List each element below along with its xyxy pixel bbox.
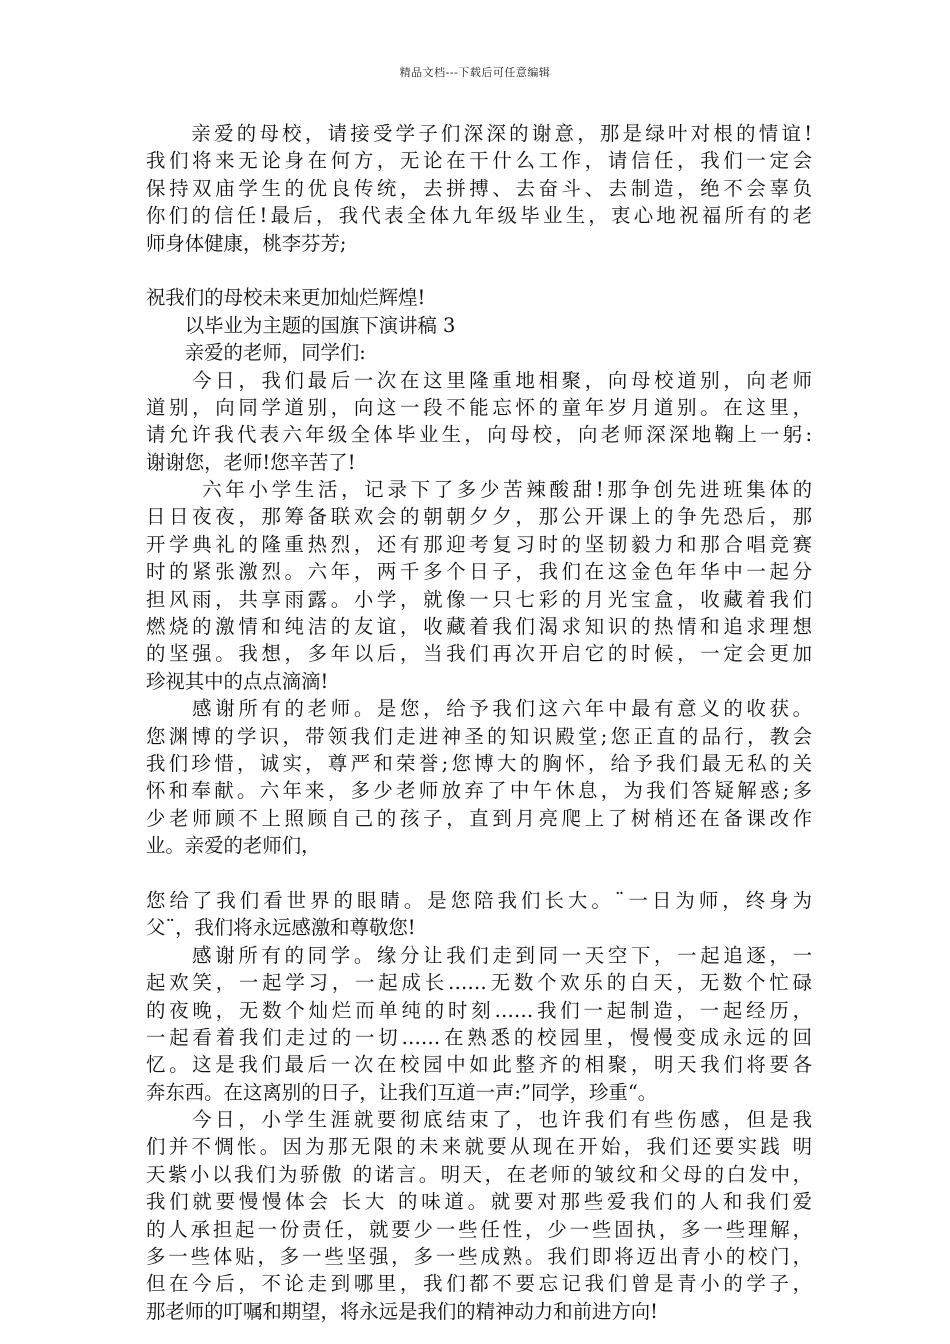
- text-line: 们并不惆怅。因为那无限的未来就要从现在开始，我们还要实践 明: [146, 1135, 812, 1159]
- text-line: 忆。这是我们最后一次在校园中如此整齐的相聚，明天我们将要各: [146, 1053, 812, 1077]
- text-line: 谢谢您，老师!您辛苦了!: [146, 450, 356, 474]
- text-line: 亲爱的母校，请接受学子们深深的谢意，那是绿叶对根的情谊!: [146, 122, 812, 145]
- text-line: 业。亲爱的老师们，: [146, 834, 321, 858]
- text-line: 担风雨，共享雨露。小学，就像一只七彩的月光宝盒，收藏着我们: [146, 587, 812, 611]
- text-line: 我们将来无论身在何方，无论在干什么工作，请信任，我们一定会: [146, 149, 812, 173]
- text-line: 你们的信任!最后，我代表全体九年级毕业生，衷心地祝福所有的老: [146, 204, 812, 228]
- text-line: 亲爱的老师，同学们:: [146, 341, 366, 365]
- blank-line: [146, 860, 812, 887]
- text-line: 我们就要慢慢体会 长大 的味道。就要对那些爱我们的人和我们爱: [146, 1190, 812, 1214]
- text-line: 起欢笑，一起学习，一起成长……无数个欢乐的白天，无数个忙碌: [146, 971, 812, 995]
- text-line: 六年小学生活，记录下了多少苦辣酸甜!那争创先进班集体的: [146, 478, 812, 502]
- text-line: 感谢所有的同学。缘分让我们走到同一天空下，一起追逐，一: [146, 943, 812, 967]
- text-line: 开学典礼的隆重热烈，还有那迎考复习时的坚韧毅力和那合唱竞赛: [146, 532, 812, 556]
- text-line: 感谢所有的老师。是您，给予我们这六年中最有意义的收获。: [146, 697, 812, 721]
- text-line: 您渊博的学识，带领我们走进神圣的知识殿堂;您正直的品行，教会: [146, 724, 812, 748]
- text-line: 日日夜夜，那筹备联欢会的朝朝夕夕，那公开课上的争先恐后，那: [146, 505, 812, 529]
- text-line: 的夜晚，无数个灿烂而单纯的时刻……我们一起制造，一起经历，: [146, 998, 812, 1022]
- text-line: 请允许我代表六年级全体毕业生，向母校，向老师深深地鞠上一躬:: [146, 423, 812, 447]
- text-line: 但在今后，不论走到哪里，我们都不要忘记我们曾是青小的学子，: [146, 1272, 812, 1296]
- text-line: 多一些体贴，多一些坚强，多一些成熟。我们即将迈出青小的校门，: [146, 1245, 812, 1269]
- text-line: 奔东西。在这离别的日子，让我们互道一声:”同学，珍重“。: [146, 1080, 658, 1104]
- text-line: 的人承担起一份责任，就要少一些任性，少一些固执，多一些理解，: [146, 1217, 812, 1241]
- text-line: 燃烧的激情和纯洁的友谊，收藏着我们渴求知识的热情和追求理想: [146, 615, 812, 639]
- text-line: 以毕业为主题的国旗下演讲稿 3: [146, 313, 456, 337]
- text-line: 道别，向同学道别，向这一段不能忘怀的童年岁月道别。在这里，: [146, 395, 812, 419]
- page-header: 精品文档---下载后可任意编辑: [399, 66, 551, 79]
- blank-line: [146, 257, 812, 284]
- text-line: 我们珍惜，诚实，尊严和荣誉;您博大的胸怀，给予我们最无私的关: [146, 751, 812, 775]
- text-line: 那老师的叮嘱和期望，将永远是我们的精神动力和前进方向!: [146, 1299, 658, 1323]
- text-line: 父¨，我们将永远感激和尊敬您!: [146, 916, 416, 940]
- text-line: 今日，我们最后一次在这里隆重地相聚，向母校道别，向老师: [146, 368, 812, 392]
- text-line: 天紫小以我们为骄傲 的诺言。明天，在老师的皱纹和父母的白发中，: [146, 1162, 812, 1186]
- text-line: 一起看着我们走过的一切……在熟悉的校园里，慢慢变成永远的回: [146, 1025, 812, 1049]
- text-line: 少老师顾不上照顾自己的孩子，直到月亮爬上了树梢还在备课改作: [146, 806, 812, 830]
- document-body: [146, 120, 812, 1325]
- text-line: 您给了我们看世界的眼睛。是您陪我们长大。¨一日为师，终身为: [146, 888, 812, 912]
- text-line: 怀和奉献。六年来，多少老师放弃了中午休息，为我们答疑解惑;多: [146, 779, 812, 803]
- text-line: 的坚强。我想，多年以后，当我们再次开启它的时候，一定会更加: [146, 642, 812, 666]
- text-line: 师身体健康，桃李芬芳;: [146, 231, 347, 255]
- text-line: 保持双庙学生的优良传统，去拼搏、去奋斗、去制造，绝不会辜负: [146, 176, 812, 200]
- text-line: 珍视其中的点点滴滴!: [146, 669, 329, 693]
- text-line: 时的紧张激烈。六年，两千多个日子，我们在这金色年华中一起分: [146, 560, 812, 584]
- text-line: 今日，小学生涯就要彻底结束了，也许我们有些伤感，但是我: [146, 1108, 812, 1132]
- text-line: 祝我们的母校未来更加灿烂辉煌!: [146, 286, 426, 310]
